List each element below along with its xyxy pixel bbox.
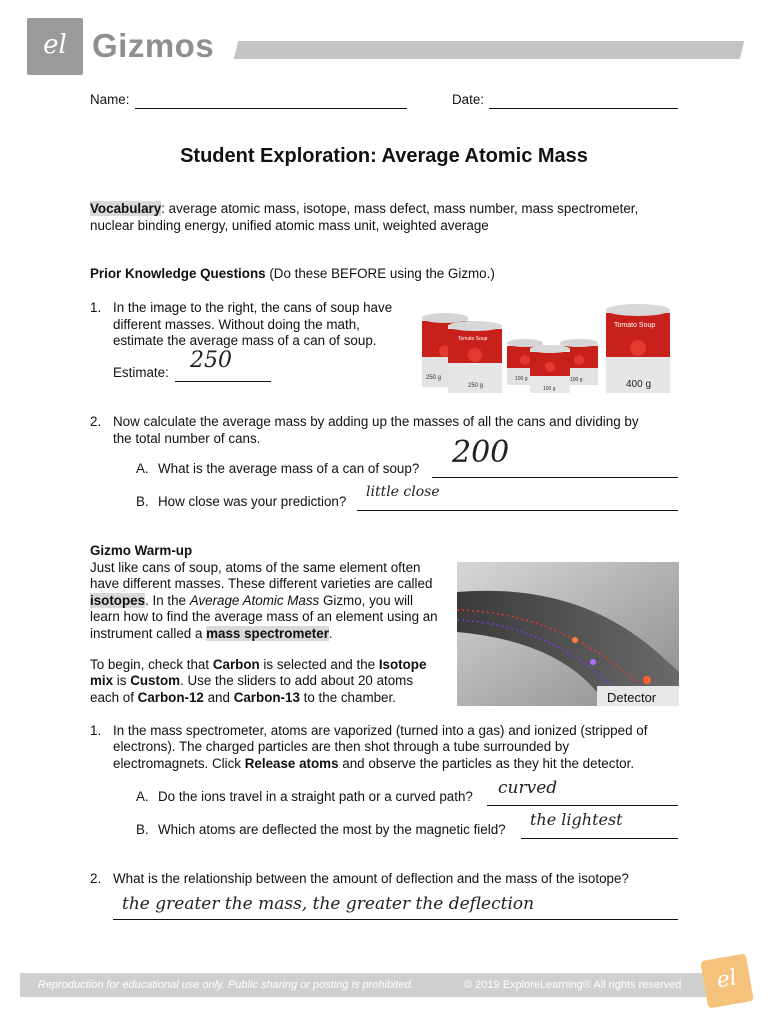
- soup-can: [606, 304, 670, 393]
- name-field[interactable]: [135, 92, 407, 109]
- header-bar: [234, 41, 744, 59]
- logo-text: el: [43, 30, 67, 60]
- detector-label: Detector: [607, 690, 657, 705]
- can-label: Tomato Soup: [614, 322, 656, 329]
- custom-term: Custom: [130, 673, 181, 689]
- question-number: 1.: [90, 723, 102, 738]
- isotopes-term: isotopes: [90, 592, 146, 608]
- warmup-text: Gizmo, you will: [319, 592, 413, 608]
- warmup-line: Just like cans of soup, atoms of the same element often: [90, 560, 421, 575]
- q1-line: estimate the average mass of a can of soup.: [113, 333, 377, 348]
- footer-copyright: © 2019 ExploreLearning® All rights reserved: [464, 979, 682, 991]
- vocabulary-line-1: [90, 201, 690, 216]
- carbon-12-term: Carbon-12: [137, 689, 204, 705]
- explorelearning-logo: [27, 18, 83, 75]
- path-type-answer: curved: [498, 778, 558, 798]
- question-1-text: [113, 300, 392, 350]
- warmup-line: have different masses. These different varieties are called: [90, 576, 433, 592]
- w1-b-label: B.: [136, 822, 149, 837]
- prior-knowledge-heading: [90, 266, 495, 281]
- w1-a-text: Do the ions travel in a straight path or a curved path?: [158, 789, 473, 804]
- mass-spectrometer-image: [457, 562, 679, 706]
- date-field[interactable]: [489, 92, 678, 109]
- question-number: 2.: [90, 414, 102, 429]
- carbon-13-term: Carbon-13: [233, 689, 300, 705]
- date-label: Date:: [452, 92, 485, 107]
- warmup-text: is: [113, 673, 131, 689]
- w1-line: In the mass spectrometer, atoms are vaporized (turned into a gas) and ionized (stripped of: [113, 723, 648, 738]
- can-label: Tomato Soup: [458, 336, 488, 342]
- q2-b-label: B.: [136, 494, 149, 509]
- q2-b-text: How close was your prediction?: [158, 494, 347, 509]
- warmup-text: .: [328, 625, 333, 641]
- brand-title: Gizmos: [92, 27, 215, 64]
- q2-line: Now calculate the average mass by adding up the masses of all the cans and dividing by: [113, 414, 639, 429]
- warmup-paragraph-2: [90, 657, 455, 706]
- warmup-text: each of: [90, 689, 138, 705]
- vocabulary-line-2: nuclear binding energy, unified atomic mass unit, weighted average: [90, 218, 489, 233]
- mix-term: mix: [90, 673, 114, 689]
- prior-note: (Do these BEFORE using the Gizmo.): [265, 266, 495, 281]
- can-mass: 100 g: [543, 386, 556, 392]
- warmup-text: . Use the sliders to add about 20 atoms: [180, 673, 414, 689]
- warmup-text: and: [203, 689, 234, 705]
- soup-can: [448, 321, 502, 393]
- q2-line: the total number of cans.: [113, 430, 261, 446]
- warmup-line: [90, 626, 455, 642]
- warmup-line: [90, 593, 455, 609]
- warmup-text: is selected and the: [259, 657, 379, 672]
- vocabulary-text: : average atomic mass, isotope, mass defect, mass number, mass spectrometer,: [161, 201, 639, 216]
- question-number: 2.: [90, 871, 102, 886]
- w1-line: [113, 756, 693, 772]
- most-deflected-answer: the lightest: [530, 810, 623, 829]
- w1-b-text: Which atoms are deflected the most by the magnetic field?: [158, 822, 506, 837]
- can-mass: 400 g: [626, 379, 652, 390]
- q2-a-label: A.: [136, 461, 149, 476]
- warmup-question-1-text: [113, 723, 693, 772]
- mass-spectrometer-term: mass spectrometer: [206, 625, 329, 641]
- w1-line: electrons). The charged particles are then shot through a tube surrounded by: [113, 739, 570, 755]
- estimate-label: Estimate:: [113, 365, 169, 380]
- w1-text: and observe the particles as they hit the detector.: [338, 755, 635, 771]
- question-number: 1.: [90, 300, 102, 315]
- footer-logo-text: el: [714, 965, 739, 994]
- ion: [590, 659, 596, 665]
- warmup-question-2-text: What is the relationship between the amount of deflection and the mass of the isotope?: [113, 871, 629, 886]
- average-mass-answer: 200: [452, 435, 510, 470]
- warmup-text: To begin, check that: [90, 657, 213, 672]
- warmup-heading: Gizmo Warm-up: [90, 543, 193, 558]
- warmup-text: instrument called a: [90, 625, 207, 641]
- warmup-text: . In the: [145, 592, 190, 608]
- ion: [643, 676, 651, 684]
- can-mass: 250 g: [426, 375, 442, 381]
- can-mass: 100 g: [515, 376, 528, 382]
- relationship-answer: the greater the mass, the greater the deflection: [122, 894, 535, 914]
- name-label: Name:: [90, 92, 130, 107]
- can-mass: 250 g: [468, 383, 484, 389]
- warmup-line: [90, 690, 455, 706]
- warmup-paragraph-1: [90, 560, 455, 642]
- q2-a-text: What is the average mass of a can of soup?: [158, 461, 420, 476]
- w1-text: electromagnets. Click: [113, 755, 245, 771]
- q1-line: different masses. Without doing the math,: [113, 316, 360, 332]
- soup-cans-image: [418, 303, 688, 398]
- warmup-line: [90, 673, 455, 689]
- prediction-answer: little close: [366, 484, 440, 500]
- estimate-answer: 250: [190, 348, 232, 373]
- q1-line: In the image to the right, the cans of soup have: [113, 300, 393, 315]
- carbon-term: Carbon: [212, 657, 260, 672]
- footer-disclaimer: Reproduction for educational use only. Public sharing or posting is prohibited.: [38, 979, 414, 991]
- ion: [572, 637, 578, 643]
- w1-a-label: A.: [136, 789, 149, 804]
- warmup-text: to the chamber.: [299, 689, 396, 705]
- footer-bar: [20, 973, 748, 997]
- page-title: Student Exploration: Average Atomic Mass: [180, 145, 588, 167]
- gizmo-name: Average Atomic Mass: [189, 592, 320, 608]
- warmup-line: learn how to find the average mass of an element using an: [90, 609, 438, 625]
- can-mass: 100 g: [570, 377, 583, 383]
- isotope-term: Isotope: [378, 657, 427, 672]
- vocabulary-label: Vocabulary: [90, 201, 162, 216]
- release-atoms-term: Release atoms: [244, 755, 339, 771]
- footer-logo: [700, 953, 754, 1008]
- warmup-line: [90, 657, 455, 673]
- prior-heading-text: Prior Knowledge Questions: [90, 266, 266, 281]
- question-2-text: [113, 414, 639, 447]
- soup-can: [530, 345, 570, 393]
